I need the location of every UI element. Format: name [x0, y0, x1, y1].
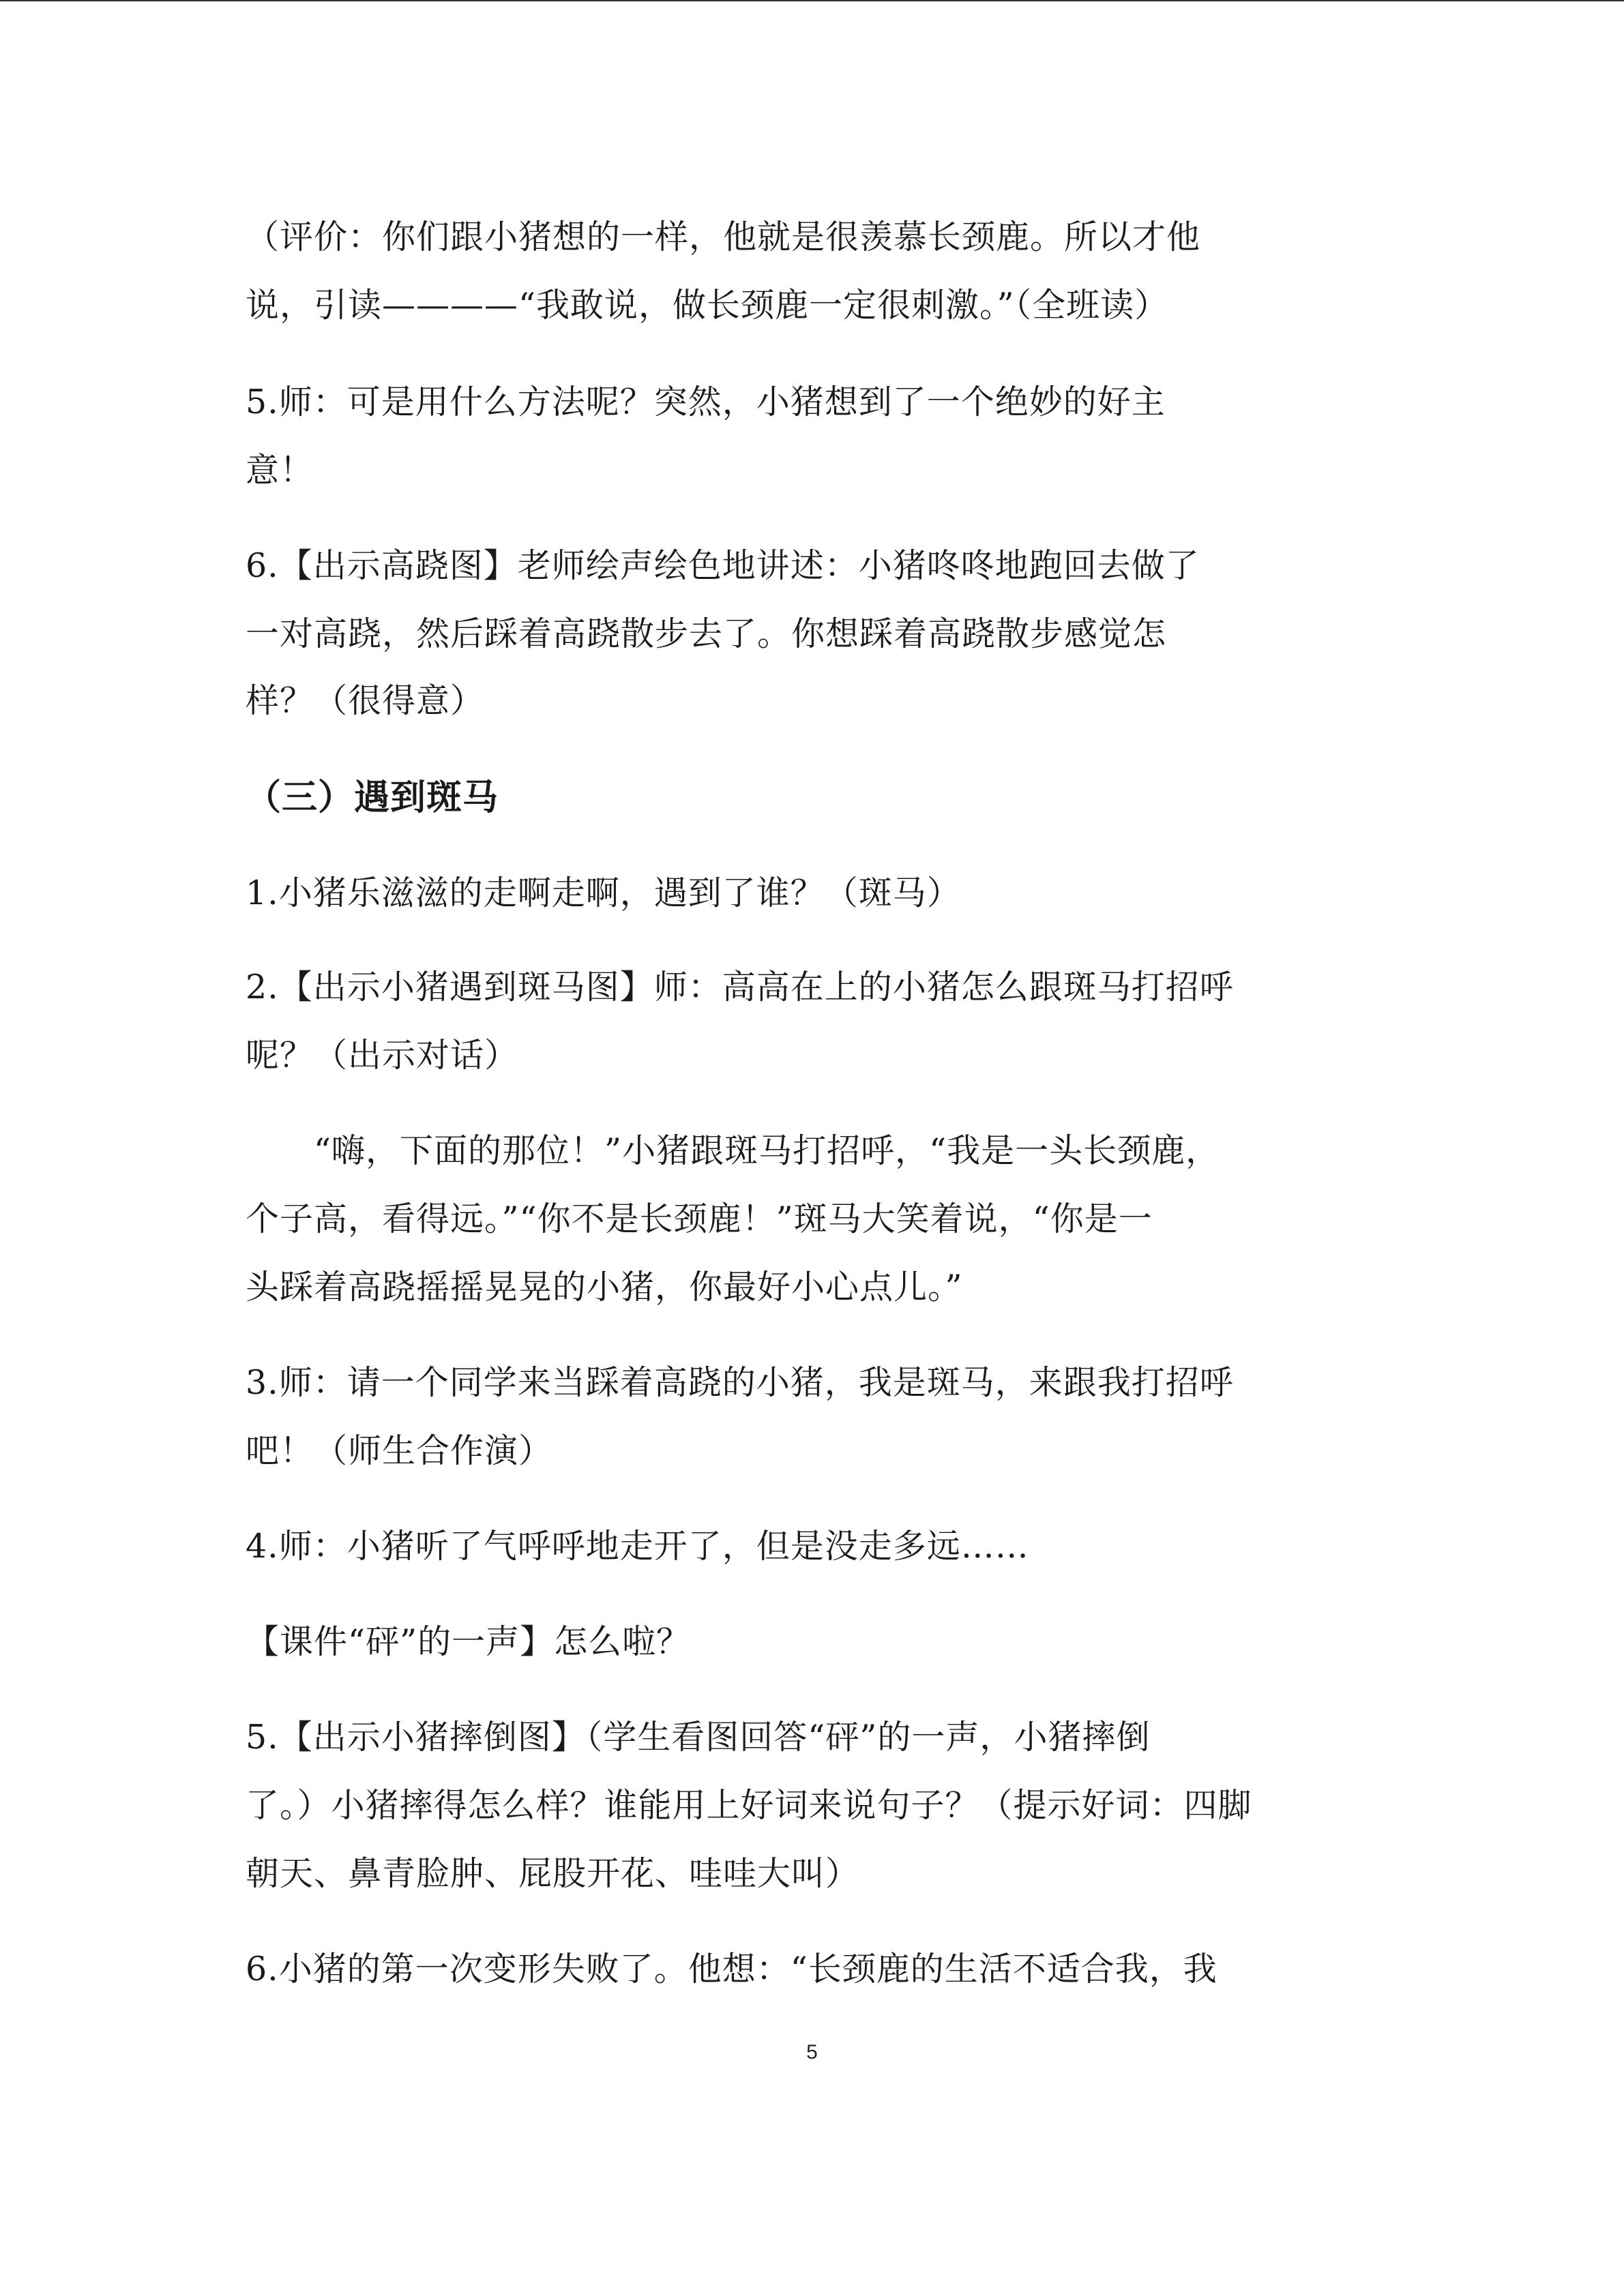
- zebra-step-4: 4.师：小猪听了气呼呼地走开了，但是没走多远……: [246, 1527, 1029, 1566]
- zebra-step-3-line-2: 吧！（师生合作演）: [246, 1431, 553, 1470]
- zebra-step-1: 1.小猪乐滋滋的走啊走啊，遇到了谁？（斑马）: [246, 874, 961, 912]
- paragraph-evaluation-line-1: （评价：你们跟小猪想的一样，他就是很羡慕长颈鹿。所以才他: [246, 218, 1201, 256]
- courseware-sound-line: 【课件“砰”的一声】怎么啦？: [246, 1622, 691, 1661]
- paragraph-evaluation-line-2: 说，引读————“我敢说，做长颈鹿一定很刺激。”（全班读）: [246, 286, 1169, 325]
- step-6-line-1: 6.【出示高跷图】老师绘声绘色地讲述：小猪咚咚地跑回去做了: [246, 546, 1200, 585]
- zebra-step-6-line-1: 6.小猪的第一次变形失败了。他想：“长颈鹿的生活不适合我，我: [246, 1950, 1217, 1988]
- section-heading-zebra: （三）遇到斑马: [246, 777, 499, 818]
- dialogue-line-2: 个子高，看得远。”“你不是长颈鹿！”斑马大笑着说，“你是一: [246, 1199, 1153, 1238]
- step-5-line-1: 5.师：可是用什么方法呢？突然，小猪想到了一个绝妙的好主: [246, 383, 1166, 421]
- zebra-step-3-line-1: 3.师：请一个同学来当踩着高跷的小猪，我是斑马，来跟我打招呼: [246, 1363, 1234, 1402]
- dialogue-line-1: “嗨，下面的那位！”小猪跟斑马打招呼，“我是一头长颈鹿，: [314, 1131, 1220, 1170]
- page-top-border: [0, 0, 1624, 1]
- zebra-step-2-line-2: 呢？（出示对话）: [246, 1036, 519, 1075]
- zebra-step-2-line-1: 2.【出示小猪遇到斑马图】师：高高在上的小猪怎么跟斑马打招呼: [246, 968, 1234, 1007]
- dialogue-line-3: 头踩着高跷摇摇晃晃的小猪，你最好小心点儿。”: [246, 1268, 963, 1307]
- step-5-line-2: 意！: [246, 451, 314, 490]
- step-6-line-2: 一对高跷，然后踩着高跷散步去了。你想踩着高跷散步感觉怎: [246, 614, 1167, 653]
- step-6-line-3: 样？（很得意）: [246, 681, 485, 720]
- zebra-step-5-line-1: 5.【出示小猪摔倒图】（学生看图回答“砰”的一声，小猪摔倒: [246, 1718, 1151, 1757]
- zebra-step-5-line-2: 了。）小猪摔得怎么样？谁能用上好词来说句子？（提示好词：四脚: [246, 1786, 1252, 1825]
- page-number: 5: [806, 2041, 818, 2063]
- zebra-step-5-line-3: 朝天、鼻青脸肿、屁股开花、哇哇大叫）: [246, 1854, 860, 1893]
